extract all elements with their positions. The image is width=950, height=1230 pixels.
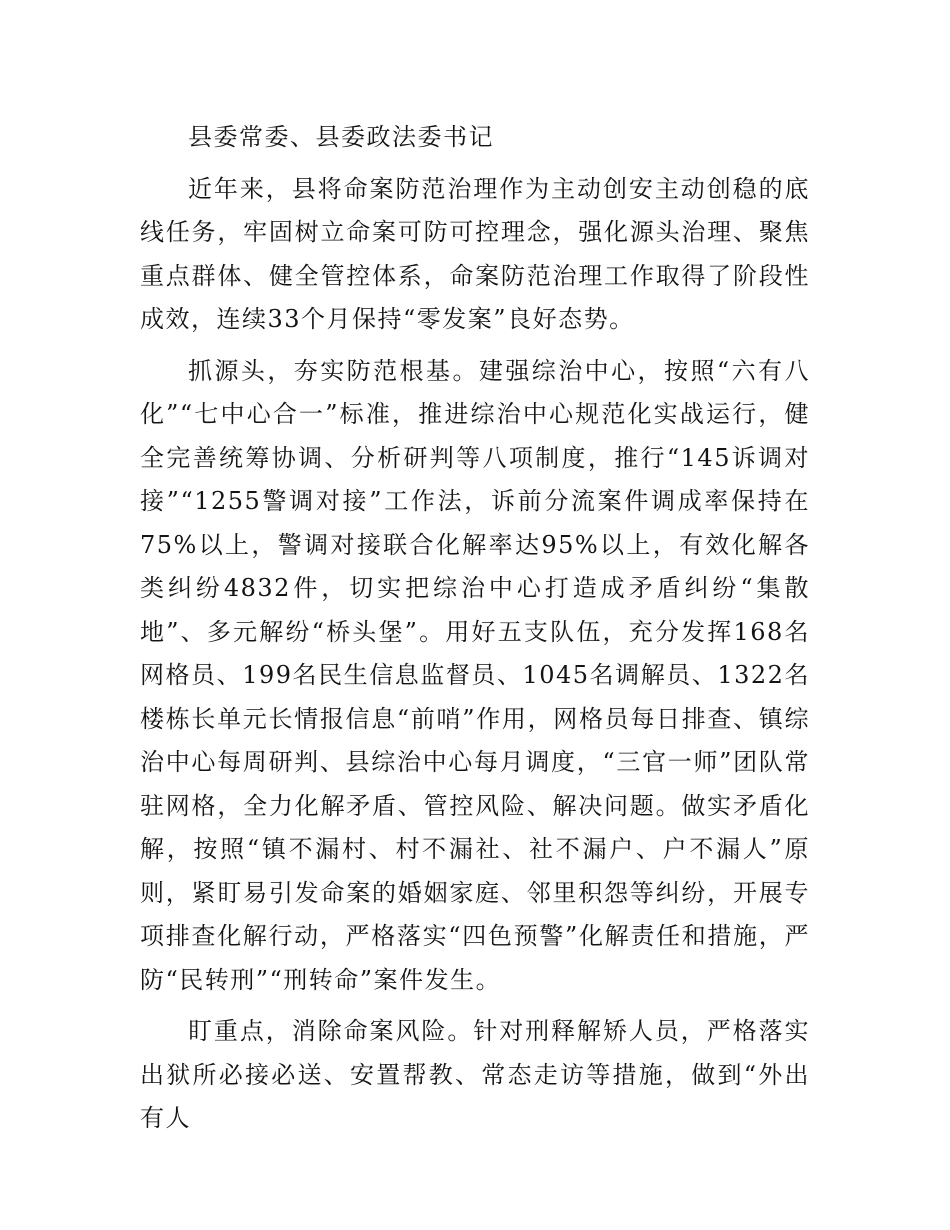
byline: 县委常委、县委政法委书记 [188, 123, 494, 151]
paragraph-intro: 近年来，县将命案防范治理作为主动创安主动创稳的底线任务，牢固树立命案可防可控理念，强化源头治理、聚焦重点群体、健全管控体系，命案防范治理工作取得了阶段性成效，连续33个月保持“零发案”良好态势。 [140, 174, 810, 333]
document-body [140, 116, 810, 1141]
paragraph-source-prevention: 抓源头，夯实防范根基。建强综治中心，按照“六有八化”“七中心合一”标准，推进综治中心规范化实战运行，健全完善统筹协调、分析研判等八项制度，推行“145诉调对接”“1255警调对接”工作法，诉前分流案件调成率保持在75%以上，警调对接联合化解率达95%以上，有效化解各类纠纷4832件，切实把综治中心打造成矛盾纠纷“集散地”、多元解纷“桥头堡”。用好五支队伍，充分发挥168名网格员、199名民生信息监督员、1045名调解员、1322名楼栋长单元长情报信息“前哨”作用，网格员每日排查、镇综治中心每周研判、县综治中心每月调度，“三官一师”团队常驻网格，全力化解矛盾、管控风险、解决问题。做实矛盾化解，按照“镇不漏村、村不漏社、社不漏户、户不漏人”原则，紧盯易引发命案的婚姻家庭、邻里积怨等纠纷，开展专项排查化解行动，严格落实“四色预警”化解责任和措施，严防“民转刑”“刑转命”案件发生。 [140, 356, 810, 994]
paragraph-key-risk: 盯重点，消除命案风险。针对刑释解矫人员，严格落实出狱所必接必送、安置帮教、常态走访等措施，做到“外出有人 [140, 1017, 810, 1132]
